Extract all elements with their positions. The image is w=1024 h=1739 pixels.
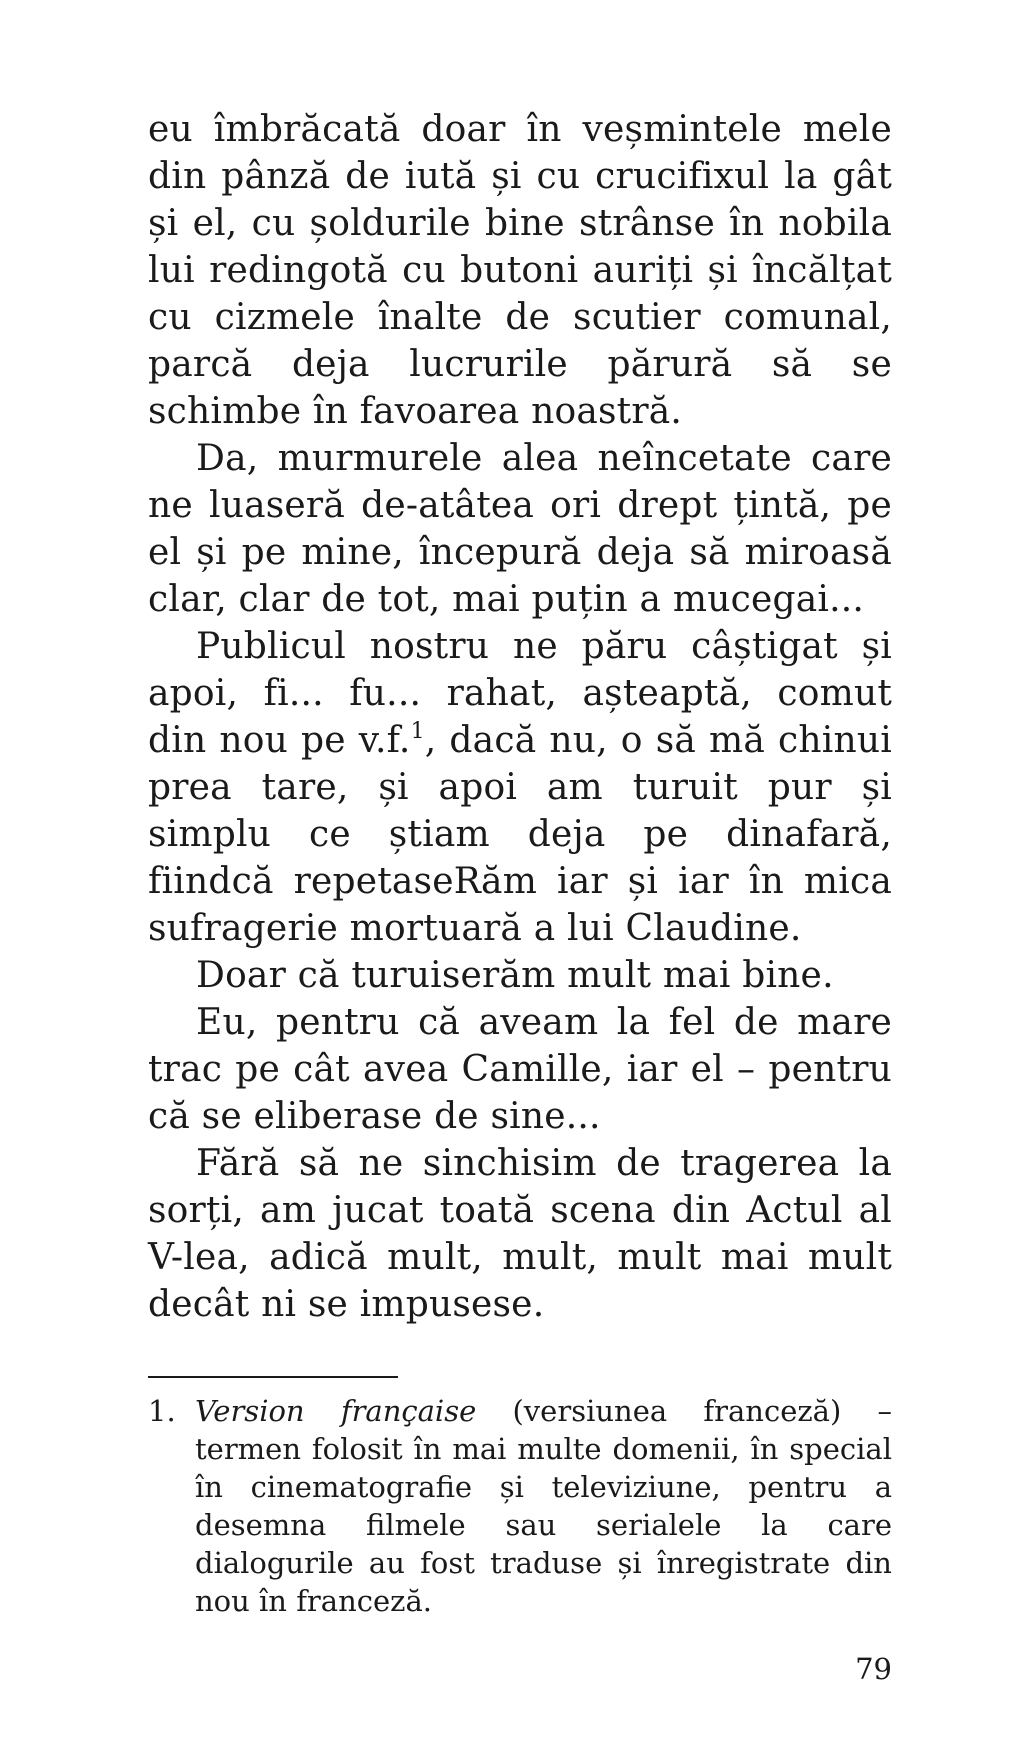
paragraph-2: Da, murmurele alea neîncetate care ne luaseră de-atâtea ori drept țintă, pe el și pe mine, începură deja să miroasă clar, clar de tot, mai puțin a mucegai... bbox=[148, 438, 892, 620]
footnote-number: 1. bbox=[148, 1394, 176, 1428]
footnote-reference: 1 bbox=[410, 719, 425, 744]
main-text bbox=[148, 106, 892, 1328]
footnote-text bbox=[195, 1392, 892, 1620]
paragraph-5: Eu, pentru că aveam la fel de mare trac pe cât avea Camille, iar el – pentru că se eliberase de sine... bbox=[148, 1002, 892, 1137]
paragraph-6: Fără să ne sinchisim de tragerea la sorți, am jucat toată scena din Actul al V-lea, adică mult, mult, mult mai mult decât ni se impusese. bbox=[148, 1143, 892, 1325]
footnote-explanation: (versiunea franceză) – termen folosit în mai multe domenii, în special în cinematografie și televiziune, pentru a desemna filmele sau serialele la care dialogurile au fost traduse și înregistrate din nou în franceză. bbox=[195, 1394, 892, 1618]
paragraph-3-part-2: , dacă nu, o să mă chinui prea tare, și apoi am turuit pur și simplu ce știam deja pe dinafară, fiindcă repetaseRăm iar și iar în mica sufragerie mortuară a lui Claudine. bbox=[148, 720, 892, 949]
page-number: 79 bbox=[855, 1652, 892, 1686]
footnote bbox=[148, 1392, 892, 1620]
footnote-term: Version française bbox=[195, 1394, 477, 1428]
paragraph-1: eu îmbrăcată doar în veșmintele mele din pânză de iută și cu crucifixul la gât și el, cu șoldurile bine strânse în nobila lui redingotă cu butoni auriți și încălțat cu cizmele înalte de scutier comunal, parcă deja lucrurile părură să se schimbe în favoarea noastră. bbox=[148, 109, 892, 432]
paragraph-3-part-1: Publicul nostru ne păru câștigat și apoi, fi... fu... rahat, așteaptă, comut din nou pe v.f. bbox=[148, 626, 892, 761]
footnote-divider bbox=[148, 1376, 398, 1378]
paragraph-4: Doar că turuiserăm mult mai bine. bbox=[196, 955, 834, 996]
paragraph-3 bbox=[148, 623, 892, 952]
